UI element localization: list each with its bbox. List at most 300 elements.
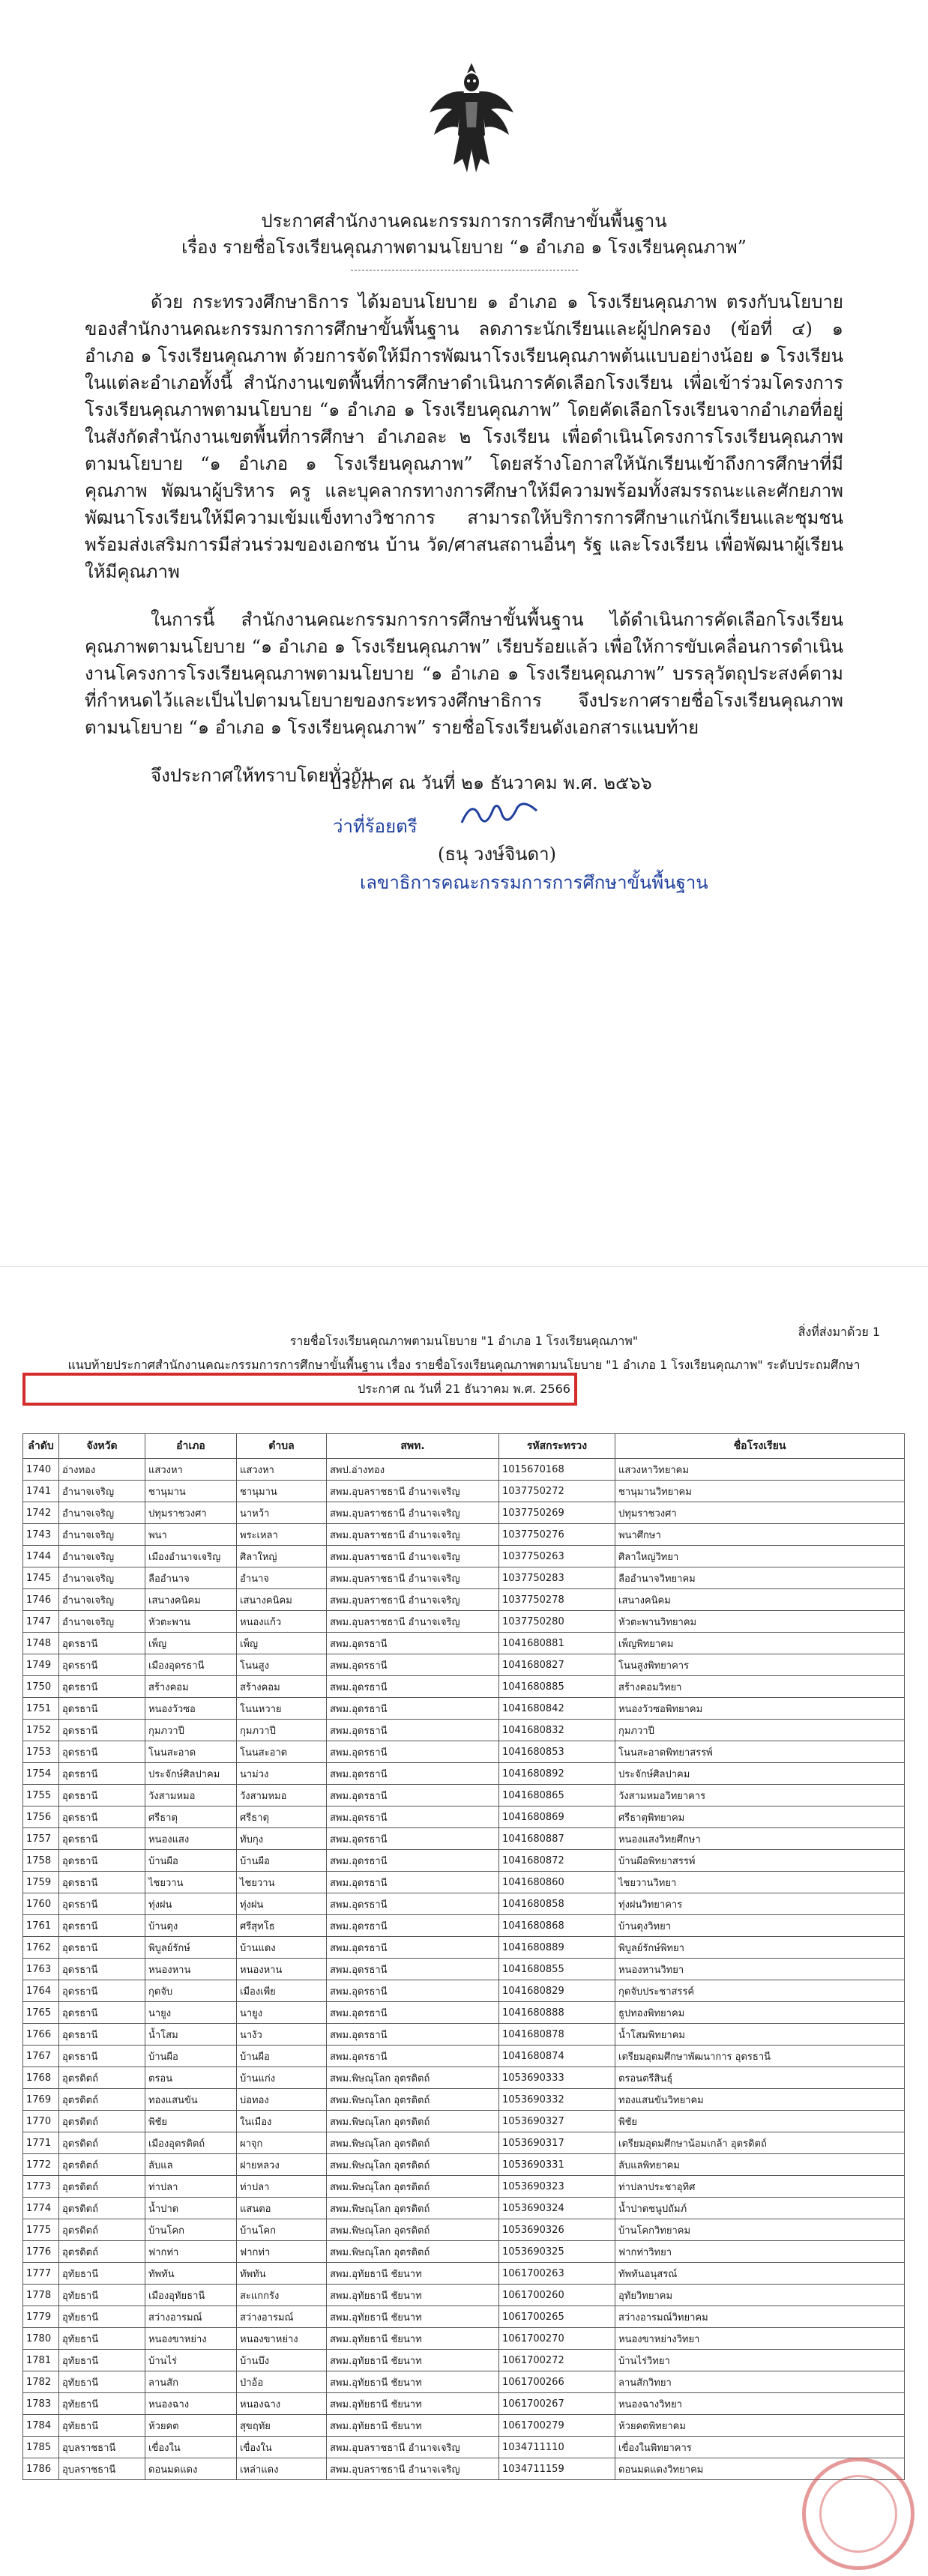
cell-office: สพม.อุดรธานี — [327, 1893, 499, 1915]
announcement-body — [85, 288, 843, 810]
cell-office: สพม.อุดรธานี — [327, 2024, 499, 2046]
cell-office: สพม.อุดรธานี — [327, 1937, 499, 1959]
cell-subdistrict: แสนตอ — [237, 2198, 327, 2219]
cell-office: สพม.อุทัยธานี ชัยนาท — [327, 2371, 499, 2393]
cell-school-name: เพ็ญพิทยาคม — [615, 1633, 905, 1654]
cell-school-name: ลืออำนาจวิทยาคม — [615, 1567, 905, 1589]
cell-subdistrict: บ้านโคก — [237, 2219, 327, 2241]
col-header-province: จังหวัด — [59, 1434, 145, 1459]
table-row — [23, 1785, 905, 1806]
cell-province: อุดรธานี — [59, 1741, 145, 1763]
cell-ministry-code: 1053690333 — [499, 2067, 615, 2089]
cell-province: อุดรธานี — [59, 1893, 145, 1915]
cell-order: 1749 — [23, 1654, 59, 1676]
table-row — [23, 2219, 905, 2241]
cell-district: เมืองอุทัยธานี — [145, 2285, 237, 2306]
cell-order: 1783 — [23, 2393, 59, 2415]
col-header-office: สพท. — [327, 1434, 499, 1459]
cell-subdistrict: ศรีสุทโธ — [237, 1915, 327, 1937]
table-row — [23, 2176, 905, 2198]
cell-subdistrict: สะแกกรัง — [237, 2285, 327, 2306]
cell-ministry-code: 1061700260 — [499, 2285, 615, 2306]
cell-order: 1746 — [23, 1589, 59, 1611]
cell-order: 1778 — [23, 2285, 59, 2306]
cell-office: สพม.อุดรธานี — [327, 1872, 499, 1893]
table-row — [23, 2024, 905, 2046]
cell-province: อุตรดิตถ์ — [59, 2219, 145, 2241]
table-row — [23, 2458, 905, 2480]
cell-subdistrict: บ้านแดง — [237, 1937, 327, 1959]
cell-office: สพม.อุดรธานี — [327, 1763, 499, 1785]
attachment-page — [0, 1285, 928, 2576]
signer-name: (ธนุ วงษ์จินดา) — [438, 844, 556, 865]
cell-district: ทัพทัน — [145, 2263, 237, 2285]
cell-office: สพม.พิษณุโลก อุตรดิตถ์ — [327, 2241, 499, 2263]
cell-office: สพม.อุดรธานี — [327, 1806, 499, 1828]
cell-office: สพม.พิษณุโลก อุตรดิตถ์ — [327, 2132, 499, 2154]
cell-province: อุดรธานี — [59, 1676, 145, 1698]
cell-district: บ้านโคก — [145, 2219, 237, 2241]
cell-order: 1765 — [23, 2002, 59, 2024]
cell-office: สพม.อุดรธานี — [327, 1850, 499, 1872]
cell-ministry-code: 1041680860 — [499, 1872, 615, 1893]
table-row — [23, 2393, 905, 2415]
cell-ministry-code: 1041680874 — [499, 2046, 615, 2067]
cell-province: อุทัยธานี — [59, 2306, 145, 2328]
cell-district: เพ็ญ — [145, 1633, 237, 1654]
cell-district: เมืองอุตรดิตถ์ — [145, 2132, 237, 2154]
cell-district: เขื่องใน — [145, 2437, 237, 2458]
cell-office: สพม.อุดรธานี — [327, 1633, 499, 1654]
announcement-paragraph-1: ด้วย กระทรวงศึกษาธิการ ได้มอบนโยบาย ๑ อำเภอ ๑ โรงเรียนคุณภาพ ตรงกับนโยบายของสำนักงานคณะกรรมการการศึกษาขั้นพื้นฐาน ลดภาระนักเรียนและผู้ปกครอง (ข้อที่ ๔) ๑ อำเภอ ๑ โรงเรียนคุณภาพ ด้วยการจัดให้มีการพัฒนาโรงเรียนคุณภาพต้นแบบอย่างน้อย ๑ โรงเรียนในแต่ละอำเภอทั้งนี้ สำนักงานเขตพื้นที่การศึกษาดำเนินการคัดเลือกโรงเรียน เพื่อเข้าร่วมโครงการโรงเรียนคุณภาพตามนโยบาย “๑ อำเภอ ๑ โรงเรียนคุณภาพ” โดยคัดเลือกโรงเรียนจากอำเภอที่อยู่ในสังกัดสำนักงานเขตพื้นที่การศึกษา อำเภอละ ๒ โรงเรียน เพื่อดำเนินโครงการโรงเรียนคุณภาพตามนโยบาย “๑ อำเภอ ๑ โรงเรียนคุณภาพ” โดยสร้างโอกาสให้นักเรียนเข้าถึงการศึกษาที่มีคุณภาพ พัฒนาผู้บริหาร ครู และบุคลากรทางการศึกษาให้มีความพร้อมทั้งสมรรถนะและศักยภาพ พัฒนาโรงเรียนให้มีความเข้มแข็งทางวิชาการ สามารถให้บริการการศึกษาแก่นักเรียนและชุมชน พร้อมส่งเสริมการมีส่วนร่วมของเอกชน บ้าน วัด/ศาสนสถานอื่นๆ รัฐ และโรงเรียน เพื่อพัฒนาผู้เรียนให้มีคุณภาพ — [85, 291, 843, 582]
cell-office: สพม.อุบลราชธานี อำนาจเจริญ — [327, 1567, 499, 1589]
cell-ministry-code: 1037750278 — [499, 1589, 615, 1611]
cell-order: 1758 — [23, 1850, 59, 1872]
cell-ministry-code: 1037750283 — [499, 1567, 615, 1589]
cell-subdistrict: หนองฉาง — [237, 2393, 327, 2415]
cell-ministry-code: 1041680832 — [499, 1720, 615, 1741]
cell-school-name: น้ำปาดชนูปถัมภ์ — [615, 2198, 905, 2219]
cell-school-name: สว่างอารมณ์วิทยาคม — [615, 2306, 905, 2328]
cell-order: 1761 — [23, 1915, 59, 1937]
cell-ministry-code: 1053690325 — [499, 2241, 615, 2263]
table-row — [23, 1915, 905, 1937]
cell-district: บ้านดุง — [145, 1915, 237, 1937]
cell-office: สพม.อุบลราชธานี อำนาจเจริญ — [327, 2458, 499, 2480]
cell-ministry-code: 1061700266 — [499, 2371, 615, 2393]
cell-order: 1755 — [23, 1785, 59, 1806]
cell-province: อุตรดิตถ์ — [59, 2241, 145, 2263]
table-row — [23, 1720, 905, 1741]
cell-ministry-code: 1061700270 — [499, 2328, 615, 2350]
cell-district: บ้านไร่ — [145, 2350, 237, 2371]
cell-school-name: ทองแสนขันวิทยาคม — [615, 2089, 905, 2111]
col-header-ministry-code: รหัสกระทรวง — [499, 1434, 615, 1459]
cell-subdistrict: ทับกุง — [237, 1828, 327, 1850]
cell-office: สพม.อุบลราชธานี อำนาจเจริญ — [327, 1546, 499, 1567]
cell-province: อุดรธานี — [59, 2024, 145, 2046]
cell-ministry-code: 1034711110 — [499, 2437, 615, 2458]
cell-district: เสนางคนิคม — [145, 1589, 237, 1611]
cell-subdistrict: นาม่วง — [237, 1763, 327, 1785]
cell-district: ชานุมาน — [145, 1481, 237, 1502]
cell-subdistrict: พระเหลา — [237, 1524, 327, 1546]
cell-school-name: พนาศึกษา — [615, 1524, 905, 1546]
cell-province: อุดรธานี — [59, 1698, 145, 1720]
cell-subdistrict: นายูง — [237, 2002, 327, 2024]
cell-ministry-code: 1041680872 — [499, 1850, 615, 1872]
cell-province: อ่างทอง — [59, 1459, 145, 1481]
cell-school-name: ลับแลพิทยาคม — [615, 2154, 905, 2176]
cell-province: อุทัยธานี — [59, 2328, 145, 2350]
cell-school-name: ศรีธาตุพิทยาคม — [615, 1806, 905, 1828]
cell-ministry-code: 1041680855 — [499, 1959, 615, 1980]
cell-order: 1769 — [23, 2089, 59, 2111]
cell-ministry-code: 1037750276 — [499, 1524, 615, 1546]
table-row — [23, 1763, 905, 1785]
cell-ministry-code: 1061700272 — [499, 2350, 615, 2371]
cell-province: อุดรธานี — [59, 2046, 145, 2067]
announcement-paragraph-3: จึงประกาศให้ทราบโดยทั่วกัน — [151, 765, 374, 786]
cell-subdistrict: หนองขาหย่าง — [237, 2328, 327, 2350]
table-row — [23, 1850, 905, 1872]
cell-school-name: หนองขาหย่างวิทยา — [615, 2328, 905, 2350]
cell-school-name: บ้านดุงวิทยา — [615, 1915, 905, 1937]
cell-order: 1757 — [23, 1828, 59, 1850]
cell-order: 1740 — [23, 1459, 59, 1481]
cell-school-name: น้ำโสมพิทยาคม — [615, 2024, 905, 2046]
table-row — [23, 1937, 905, 1959]
cell-order: 1759 — [23, 1872, 59, 1893]
cell-province: อุทัยธานี — [59, 2393, 145, 2415]
table-row — [23, 1611, 905, 1633]
cell-subdistrict: ชานุมาน — [237, 1481, 327, 1502]
cell-school-name: ทุ่งฝนวิทยาคาร — [615, 1893, 905, 1915]
attachment-title-2: แนบท้ายประกาศสำนักงานคณะกรรมการการศึกษาขั้นพื้นฐาน เรื่อง รายชื่อโรงเรียนคุณภาพตามนโยบาย "1 อำเภอ 1 โรงเรียนคุณภาพ" ระดับประถมศึกษา — [67, 1358, 861, 1372]
cell-subdistrict: เสนางคนิคม — [237, 1589, 327, 1611]
cell-ministry-code: 1053690332 — [499, 2089, 615, 2111]
cell-order: 1782 — [23, 2371, 59, 2393]
cell-school-name: ศิลาใหญ่วิทยา — [615, 1546, 905, 1567]
cell-province: อุตรดิตถ์ — [59, 2198, 145, 2219]
cell-office: สพม.อุดรธานี — [327, 2002, 499, 2024]
cell-subdistrict: เมืองเพีย — [237, 1980, 327, 2002]
table-row — [23, 1980, 905, 2002]
cell-school-name: ห้วยคตพิทยาคม — [615, 2415, 905, 2437]
cell-district: พนา — [145, 1524, 237, 1546]
cell-district: กุดจับ — [145, 1980, 237, 2002]
cell-ministry-code: 1041680892 — [499, 1763, 615, 1785]
cell-school-name: หนองหานวิทยา — [615, 1959, 905, 1980]
table-row — [23, 2198, 905, 2219]
announcement-paragraph-2: ในการนี้ สำนักงานคณะกรรมการการศึกษาขั้นพื้นฐาน ได้ดำเนินการคัดเลือกโรงเรียนคุณภาพตามนโยบาย “๑ อำเภอ ๑ โรงเรียนคุณภาพ” เรียบร้อยแล้ว เพื่อให้การขับเคลื่อนการดำเนินงานโครงการโรงเรียนคุณภาพตามนโยบาย “๑ อำเภอ ๑ โรงเรียนคุณภาพ” บรรลุวัตถุประสงค์ตามที่กำหนดไว้และเป็นไปตามนโยบายของกระทรวงศึกษาธิการ จึงประกาศรายชื่อโรงเรียนคุณภาพตามนโยบาย “๑ อำเภอ ๑ โรงเรียนคุณภาพ” รายชื่อโรงเรียนดังเอกสารแนบท้าย — [85, 609, 843, 738]
cell-school-name: ชานุมานวิทยาคม — [615, 1481, 905, 1502]
cell-province: อุดรธานี — [59, 1937, 145, 1959]
cell-order: 1742 — [23, 1502, 59, 1524]
announcement-page — [0, 0, 928, 1267]
cell-ministry-code: 1053690317 — [499, 2132, 615, 2154]
cell-district: ศรีธาตุ — [145, 1806, 237, 1828]
cell-office: สพม.อุทัยธานี ชัยนาท — [327, 2328, 499, 2350]
cell-subdistrict: ทุ่งฝน — [237, 1893, 327, 1915]
table-row — [23, 1959, 905, 1980]
cell-district: ลานสัก — [145, 2371, 237, 2393]
cell-district: ดอนมดแดง — [145, 2458, 237, 2480]
cell-ministry-code: 1037750272 — [499, 1481, 615, 1502]
table-row — [23, 1698, 905, 1720]
cell-office: สพม.อุดรธานี — [327, 1720, 499, 1741]
cell-school-name: ประจักษ์ศิลปาคม — [615, 1763, 905, 1785]
cell-province: อุดรธานี — [59, 1720, 145, 1741]
cell-order: 1786 — [23, 2458, 59, 2480]
cell-order: 1781 — [23, 2350, 59, 2371]
cell-province: อุตรดิตถ์ — [59, 2132, 145, 2154]
cell-school-name: กุดจับประชาสรรค์ — [615, 1980, 905, 2002]
signature-icon — [459, 794, 541, 832]
cell-office: สพม.อุบลราชธานี อำนาจเจริญ — [327, 1524, 499, 1546]
cell-office: สพม.พิษณุโลก อุตรดิตถ์ — [327, 2219, 499, 2241]
cell-school-name: ฟากท่าวิทยา — [615, 2241, 905, 2263]
cell-office: สพม.อุดรธานี — [327, 1828, 499, 1850]
cell-office: สพม.อุทัยธานี ชัยนาท — [327, 2263, 499, 2285]
cell-ministry-code: 1041680865 — [499, 1785, 615, 1806]
cell-order: 1763 — [23, 1959, 59, 1980]
cell-office: สพม.อุบลราชธานี อำนาจเจริญ — [327, 1481, 499, 1502]
table-row — [23, 1676, 905, 1698]
attachment-title-1: รายชื่อโรงเรียนคุณภาพตามนโยบาย "1 อำเภอ 1 โรงเรียนคุณภาพ" — [289, 1334, 639, 1348]
cell-ministry-code: 1041680827 — [499, 1654, 615, 1676]
cell-district: น้ำโสม — [145, 2024, 237, 2046]
cell-office: สพม.อุทัยธานี ชัยนาท — [327, 2415, 499, 2437]
cell-office: สพม.อุดรธานี — [327, 1915, 499, 1937]
cell-school-name: ทัพทันอนุสรณ์ — [615, 2263, 905, 2285]
col-header-district: อำเภอ — [145, 1434, 237, 1459]
cell-office: สพม.พิษณุโลก อุตรดิตถ์ — [327, 2154, 499, 2176]
cell-ministry-code: 1041680878 — [499, 2024, 615, 2046]
cell-district: ห้วยคต — [145, 2415, 237, 2437]
cell-province: อุดรธานี — [59, 1654, 145, 1676]
cell-ministry-code: 1041680887 — [499, 1828, 615, 1850]
cell-district: ไชยวาน — [145, 1872, 237, 1893]
announcement-date: ประกาศ ณ วันที่ ๒๑ ธันวาคม พ.ศ. ๒๕๖๖ — [330, 773, 652, 793]
cell-province: อุทัยธานี — [59, 2371, 145, 2393]
table-row — [23, 2154, 905, 2176]
table-row — [23, 2285, 905, 2306]
cell-district: ทุ่งฝน — [145, 1893, 237, 1915]
table-row — [23, 1502, 905, 1524]
cell-district: วังสามหมอ — [145, 1785, 237, 1806]
cell-subdistrict: แสวงหา — [237, 1459, 327, 1481]
cell-district: พิชัย — [145, 2111, 237, 2132]
cell-office: สพม.อุทัยธานี ชัยนาท — [327, 2285, 499, 2306]
cell-subdistrict: หนองแก้ว — [237, 1611, 327, 1633]
cell-province: อำนาจเจริญ — [59, 1502, 145, 1524]
cell-office: สพม.อุดรธานี — [327, 1980, 499, 2002]
cell-ministry-code: 1041680829 — [499, 1980, 615, 2002]
table-row — [23, 1828, 905, 1850]
cell-province: อุดรธานี — [59, 1828, 145, 1850]
cell-order: 1774 — [23, 2198, 59, 2219]
cell-school-name: เตรียมอุดมศึกษาพัฒนาการ อุดรธานี — [615, 2046, 905, 2067]
cell-order: 1750 — [23, 1676, 59, 1698]
announcement-header-line2: เรื่อง รายชื่อโรงเรียนคุณภาพตามนโยบาย “๑ อำเภอ ๑ โรงเรียนคุณภาพ” — [181, 237, 747, 258]
cell-subdistrict: ศิลาใหญ่ — [237, 1546, 327, 1567]
cell-order: 1756 — [23, 1806, 59, 1828]
cell-district: สร้างคอม — [145, 1676, 237, 1698]
cell-subdistrict: บ้านผือ — [237, 2046, 327, 2067]
cell-province: อุทัยธานี — [59, 2415, 145, 2437]
cell-school-name: ไชยวานวิทยา — [615, 1872, 905, 1893]
cell-ministry-code: 1041680858 — [499, 1893, 615, 1915]
cell-district: หนองแสง — [145, 1828, 237, 1850]
table-row — [23, 2263, 905, 2285]
cell-school-name: หัวตะพานวิทยาคม — [615, 1611, 905, 1633]
attachment-label: สิ่งที่ส่งมาด้วย 1 — [798, 1325, 880, 1339]
cell-district: หนองวัวซอ — [145, 1698, 237, 1720]
cell-school-name: หนองแสงวิทยศึกษา — [615, 1828, 905, 1850]
cell-province: อุดรธานี — [59, 1633, 145, 1654]
cell-office: สพม.พิษณุโลก อุตรดิตถ์ — [327, 2089, 499, 2111]
cell-district: ท่าปลา — [145, 2176, 237, 2198]
highlight-box — [22, 1373, 577, 1406]
cell-ministry-code: 1041680889 — [499, 1937, 615, 1959]
cell-province: อำนาจเจริญ — [59, 1567, 145, 1589]
table-row — [23, 2350, 905, 2371]
cell-subdistrict: ป่าอ้อ — [237, 2371, 327, 2393]
cell-district: ลืออำนาจ — [145, 1567, 237, 1589]
cell-office: สพม.พิษณุโลก อุตรดิตถ์ — [327, 2067, 499, 2089]
cell-order: 1784 — [23, 2415, 59, 2437]
cell-ministry-code: 1053690324 — [499, 2198, 615, 2219]
cell-office: สพม.อุทัยธานี ชัยนาท — [327, 2350, 499, 2371]
cell-district: หนองขาหย่าง — [145, 2328, 237, 2350]
announcement-header-line1: ประกาศสำนักงานคณะกรรมการการศึกษาขั้นพื้นฐาน — [261, 211, 667, 232]
cell-school-name: พิบูลย์รักษ์พิทยา — [615, 1937, 905, 1959]
attachment-title-3: ประกาศ ณ วันที่ 21 ธันวาคม พ.ศ. 2566 — [358, 1382, 570, 1396]
cell-office: สพม.พิษณุโลก อุตรดิตถ์ — [327, 2198, 499, 2219]
table-row — [23, 2046, 905, 2067]
cell-subdistrict: สุขฤทัย — [237, 2415, 327, 2437]
cell-subdistrict: ฟากท่า — [237, 2241, 327, 2263]
cell-province: อุทัยธานี — [59, 2285, 145, 2306]
cell-district: เมืองอำนาจเจริญ — [145, 1546, 237, 1567]
table-row — [23, 1567, 905, 1589]
table-row — [23, 1893, 905, 1915]
cell-school-name: ลานสักวิทยา — [615, 2371, 905, 2393]
cell-office: สพม.อุดรธานี — [327, 1654, 499, 1676]
cell-province: อุดรธานี — [59, 2002, 145, 2024]
cell-district: ประจักษ์ศิลปาคม — [145, 1763, 237, 1785]
cell-office: สพม.อุบลราชธานี อำนาจเจริญ — [327, 2437, 499, 2458]
cell-office: สพม.อุดรธานี — [327, 1741, 499, 1763]
cell-order: 1775 — [23, 2219, 59, 2241]
cell-school-name: แสวงหาวิทยาคม — [615, 1459, 905, 1481]
table-row — [23, 1806, 905, 1828]
cell-district: เมืองอุดรธานี — [145, 1654, 237, 1676]
table-row — [23, 2089, 905, 2111]
cell-order: 1751 — [23, 1698, 59, 1720]
cell-office: สพม.พิษณุโลก อุตรดิตถ์ — [327, 2111, 499, 2132]
cell-subdistrict: โนนสะอาด — [237, 1741, 327, 1763]
table-row — [23, 2415, 905, 2437]
cell-school-name: ตรอนตรีสินธุ์ — [615, 2067, 905, 2089]
cell-subdistrict: นางัว — [237, 2024, 327, 2046]
cell-district: บ้านผือ — [145, 2046, 237, 2067]
cell-order: 1770 — [23, 2111, 59, 2132]
table-row — [23, 1654, 905, 1676]
cell-order: 1773 — [23, 2176, 59, 2198]
cell-office: สพม.อุทัยธานี ชัยนาท — [327, 2393, 499, 2415]
cell-subdistrict: เขื่องใน — [237, 2437, 327, 2458]
cell-subdistrict: กุมภวาปี — [237, 1720, 327, 1741]
cell-subdistrict: ท่าปลา — [237, 2176, 327, 2198]
cell-ministry-code: 1061700265 — [499, 2306, 615, 2328]
table-row — [23, 1546, 905, 1567]
cell-ministry-code: 1053690326 — [499, 2219, 615, 2241]
cell-province: อุดรธานี — [59, 1806, 145, 1828]
table-row — [23, 2132, 905, 2154]
cell-order: 1780 — [23, 2328, 59, 2350]
cell-ministry-code: 1041680885 — [499, 1676, 615, 1698]
cell-province: อุดรธานี — [59, 1915, 145, 1937]
col-header-order: ลำดับ — [23, 1434, 59, 1459]
cell-office: สพม.อุบลราชธานี อำนาจเจริญ — [327, 1502, 499, 1524]
cell-subdistrict: ศรีธาตุ — [237, 1806, 327, 1828]
cell-office: สพป.อ่างทอง — [327, 1459, 499, 1481]
cell-school-name: บ้านผือพิทยาสรรพ์ — [615, 1850, 905, 1872]
cell-province: อำนาจเจริญ — [59, 1611, 145, 1633]
table-row — [23, 1741, 905, 1763]
table-row — [23, 1481, 905, 1502]
cell-school-name: เตรียมอุดมศึกษาน้อมเกล้า อุตรดิตถ์ — [615, 2132, 905, 2154]
cell-subdistrict: บ้านแก่ง — [237, 2067, 327, 2089]
cell-school-name: กุมภวาปี — [615, 1720, 905, 1741]
cell-subdistrict: อำนาจ — [237, 1567, 327, 1589]
cell-subdistrict: ไชยวาน — [237, 1872, 327, 1893]
cell-province: อุตรดิตถ์ — [59, 2111, 145, 2132]
cell-school-name: ดอนมดแดงวิทยาคม — [615, 2458, 905, 2480]
cell-school-name: เขื่องในพิทยาคาร — [615, 2437, 905, 2458]
cell-ministry-code: 1037750269 — [499, 1502, 615, 1524]
cell-order: 1785 — [23, 2437, 59, 2458]
cell-ministry-code: 1041680881 — [499, 1633, 615, 1654]
cell-subdistrict: สว่างอารมณ์ — [237, 2306, 327, 2328]
cell-school-name: เสนางคนิคม — [615, 1589, 905, 1611]
cell-school-name: ปทุมราชวงศา — [615, 1502, 905, 1524]
cell-province: อำนาจเจริญ — [59, 1589, 145, 1611]
cell-district: ลับแล — [145, 2154, 237, 2176]
cell-province: อุดรธานี — [59, 1850, 145, 1872]
cell-order: 1779 — [23, 2306, 59, 2328]
table-row — [23, 2067, 905, 2089]
cell-office: สพม.อุบลราชธานี อำนาจเจริญ — [327, 1611, 499, 1633]
cell-school-name: หนองวัวซอพิทยาคม — [615, 1698, 905, 1720]
table-row — [23, 2437, 905, 2458]
table-row — [23, 1524, 905, 1546]
cell-province: อุตรดิตถ์ — [59, 2176, 145, 2198]
cell-ministry-code: 1037750263 — [499, 1546, 615, 1567]
cell-order: 1741 — [23, 1481, 59, 1502]
cell-office: สพม.อุบลราชธานี อำนาจเจริญ — [327, 1589, 499, 1611]
cell-school-name: ท่าปลาประชาอุทิศ — [615, 2176, 905, 2198]
cell-province: อุตรดิตถ์ — [59, 2154, 145, 2176]
signer-title: เลขาธิการคณะกรรมการการศึกษาขั้นพื้นฐาน — [360, 872, 708, 893]
table-row — [23, 1589, 905, 1611]
cell-order: 1748 — [23, 1633, 59, 1654]
cell-office: สพม.อุดรธานี — [327, 1785, 499, 1806]
cell-subdistrict: วังสามหมอ — [237, 1785, 327, 1806]
cell-province: อุบลราชธานี — [59, 2458, 145, 2480]
